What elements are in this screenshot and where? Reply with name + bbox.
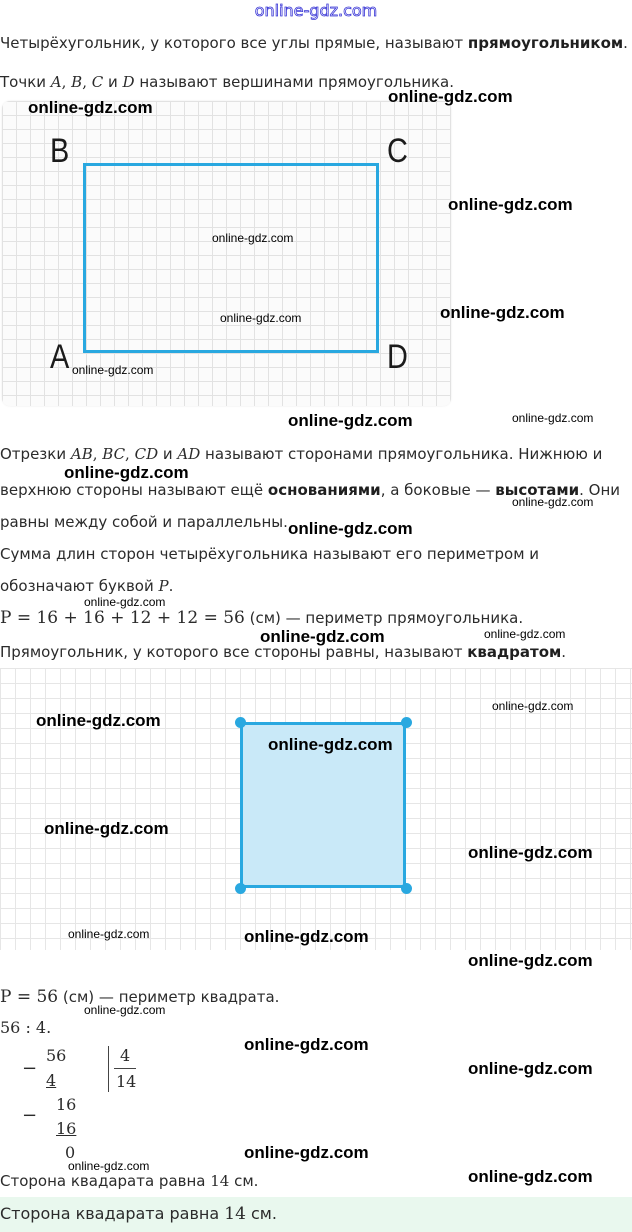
subtrahend-1: 4 [46,1071,57,1090]
formula-text: (см) — периметр квадрата. [58,988,280,1006]
formula-math: P = 16 + 16 + 12 + 12 = 56 [0,608,245,628]
watermark: online-gdz.com [72,363,154,377]
text: и [158,445,178,463]
watermark: online-gdz.com [84,1003,166,1017]
perimeter-definition-line2 [0,577,173,595]
subtrahend-2: 16 [56,1119,77,1138]
term-heights: высотами [495,481,580,499]
watermark: online-gdz.com [288,519,413,538]
term-square: квадратом [467,643,562,661]
comma: , [92,445,103,463]
watermark: online-gdz.com [492,699,574,713]
partial-dividend: 16 [56,1095,77,1114]
math-ad: AD [177,445,201,463]
square-vertex-dot [401,717,412,728]
text: называют сторонами прямоугольника. Нижнюю и [200,445,603,463]
divisor-underline [114,1068,136,1069]
watermark: online-gdz.com [68,1159,150,1173]
formula-math: P = 56 [0,987,59,1007]
text: . Они [579,481,621,499]
vertex-label-d: D [387,338,408,376]
math-bc: BC [102,445,126,463]
sides-sentence-line3: равны между собой и параллельны. [0,513,288,531]
text: Прямоугольник, у которого все стороны равны, называют [0,643,468,661]
watermark: online-gdz.com [484,627,566,641]
division-expression: 56 : 4. [0,1018,52,1037]
sides-sentence-line1 [0,445,602,463]
comma: , [82,73,92,91]
definition-text: Четырёхугольник, у которого все углы прямые, называют [0,34,468,52]
vertex-label-c: C [387,132,408,170]
vertex-label-a: A [50,338,70,376]
definition-rectangle [0,34,628,52]
watermark: online-gdz.com [512,411,594,425]
watermark: online-gdz.com [388,87,513,106]
remainder: 0 [65,1143,76,1162]
watermark: online-gdz.com [468,1167,593,1186]
math-p: P [158,577,169,595]
text: Отрезки [0,445,71,463]
square-vertex-dot [235,717,246,728]
watermark: online-gdz.com [28,98,153,117]
perimeter-definition-line1: Сумма длин сторон четырёхугольника называют его периметром и [0,545,540,563]
text: и [103,73,123,91]
text: обозначают буквой [0,577,159,595]
watermark: online-gdz.com [448,195,573,214]
watermark: online-gdz.com [68,927,150,941]
answer-text: Сторона квадарата равна [0,1204,225,1223]
watermark: online-gdz.com [268,735,393,754]
watermark: online-gdz.com [260,627,385,646]
watermark: online-gdz.com [36,711,161,730]
period: . [623,34,628,52]
dividend: 56 [46,1046,67,1065]
math-d: D [122,73,135,91]
term-rectangle: прямоугольником [467,34,624,52]
formula-text: (см) — периметр прямоугольника. [244,609,524,627]
watermark: online-gdz.com [64,463,189,482]
vertex-label-b: B [50,132,70,170]
answer-value: 14 [224,1204,246,1224]
watermark: online-gdz.com [440,303,565,322]
text: . [168,577,174,595]
watermark: online-gdz.com [468,843,593,862]
watermark: online-gdz.com [84,595,166,609]
vertices-sentence [0,73,454,91]
watermark: online-gdz.com [512,495,594,509]
minus-sign: − [22,1105,38,1126]
math-c: C [91,73,104,91]
watermark: online-gdz.com [244,927,369,946]
comma: , [125,445,135,463]
period: . [561,643,567,661]
divisor: 4 [120,1046,131,1065]
watermark: online-gdz.com [468,951,593,970]
text: Сторона квадарата равна [0,1172,211,1190]
watermark: online-gdz.com [468,1059,593,1078]
perimeter-formula-rectangle [0,608,523,628]
watermark: online-gdz.com [212,231,294,245]
text: называют вершинами прямоугольника. [134,73,454,91]
math-b: B [71,73,83,91]
division-vertical-line [108,1046,109,1092]
term-bases: основаниями [267,481,381,499]
math-ab: AB [70,445,93,463]
text: , а боковые — [380,481,496,499]
math-cd: CD [134,445,159,463]
answer-text: см. [245,1204,277,1223]
quotient: 14 [116,1072,137,1091]
square-vertex-dot [401,883,412,894]
watermark: online-gdz.com [244,1035,369,1054]
watermark: online-gdz.com [220,311,302,325]
answer-box [0,1197,632,1232]
text: Точки [0,73,51,91]
math-a: A [50,73,62,91]
conclusion-text [0,1172,258,1190]
text: верхнюю стороны называют ещё [0,481,268,499]
text: см. [229,1172,259,1190]
watermark-top: online-gdz.com [254,1,378,20]
watermark: online-gdz.com [44,819,169,838]
comma: , [61,73,72,91]
watermark: online-gdz.com [288,411,413,430]
square-vertex-dot [235,883,246,894]
watermark: online-gdz.com [244,1143,369,1162]
value: 14 [210,1172,230,1190]
minus-sign: − [22,1058,38,1079]
rectangle-grid [2,101,451,406]
